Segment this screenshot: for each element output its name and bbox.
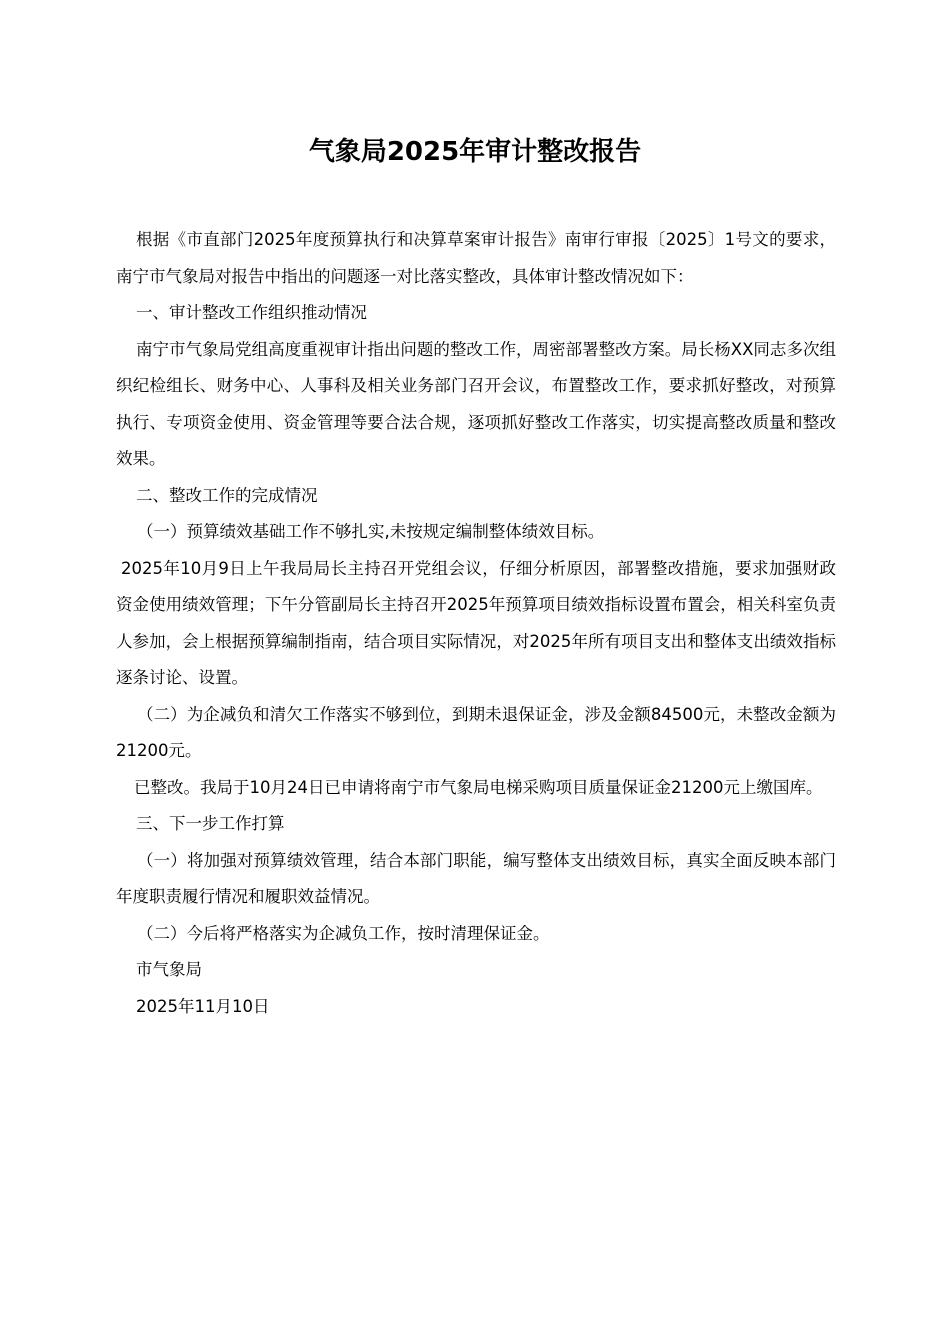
issue-2-paragraph: 已整改。我局于10月24日已申请将南宁市气象局电梯采购项目质量保证金21200元上缴国库。 (134, 777, 823, 797)
signature-organization: 市气象局 (136, 960, 202, 979)
signature-date: 2025年11月10日 (136, 996, 270, 1016)
section-1-paragraph: 南宁市气象局党组高度重视审计指出问题的整改工作，周密部署整改方案。局长杨XX同志多次组织纪检组长、财务中心、人事科及相关业务部门召开会议，布置整改工作，要求抓好整改，对预算执行、专项资金使用、资金管理等要合法合规，逐项抓好整改工作落实，切实提高整改质量和整改效果。 (116, 339, 836, 468)
document-title: 气象局2025年审计整改报告 (308, 137, 642, 167)
section-heading-3: 三、下一步工作打算 (136, 814, 285, 833)
issue-1-heading: （一）预算绩效基础工作不够扎实,未按规定编制整体绩效目标。 (137, 522, 605, 541)
plan-2-paragraph: （二）今后将严格落实为企减负工作，按时清理保证金。 (137, 923, 550, 943)
section-heading-2: 二、整改工作的完成情况 (136, 485, 318, 505)
document-body (116, 222, 836, 1025)
intro-paragraph: 根据《市直部门2025年度预算执行和决算草案审计报告》南审行审报〔2025〕1号文的要求，南宁市气象局对报告中指出的问题逐一对比落实整改，具体审计整改情况如下： (116, 230, 836, 286)
plan-1-paragraph: （一）将加强对预算绩效管理，结合本部门职能，编写整体支出绩效目标，真实全面反映本部门年度职责履行情况和履职效益情况。 (116, 850, 836, 906)
issue-1-paragraph: 2025年10月9日上午我局局长主持召开党组会议，仔细分析原因，部署整改措施，要求加强财政资金使用绩效管理；下午分管副局长主持召开2025年预算项目绩效指标设置布置会，相关科室负责人参加，会上根据预算编制指南，结合项目实际情况，对2025年所有项目支出和整体支出绩效指标逐条讨论、设置。 (116, 558, 836, 687)
section-heading-1: 一、审计整改工作组织推动情况 (136, 303, 367, 322)
issue-2-heading: （二）为企减负和清欠工作落实不够到位，到期未退保证金，涉及金额84500元，未整改金额为21200元。 (116, 704, 836, 760)
